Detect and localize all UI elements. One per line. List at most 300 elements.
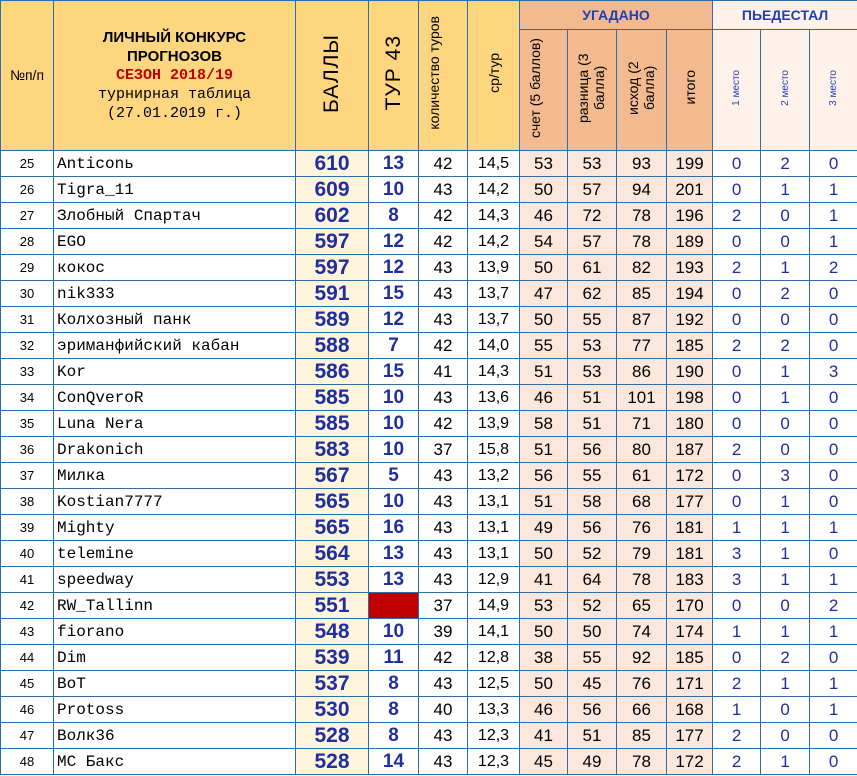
table-row xyxy=(1,749,857,775)
place1-cell: 2 xyxy=(713,333,761,359)
tours-count-cell: 39 xyxy=(419,619,468,645)
place3-cell: 0 xyxy=(810,489,857,515)
place1-cell: 0 xyxy=(713,151,761,177)
table-row xyxy=(1,489,857,515)
table-row xyxy=(1,255,857,281)
player-name: MC Бакс xyxy=(54,749,296,775)
tour-cell: 15 xyxy=(369,359,419,385)
total-cell: 172 xyxy=(667,463,713,489)
avg-cell: 12,3 xyxy=(468,723,520,749)
tour-cell: 10 xyxy=(369,619,419,645)
place1-cell: 0 xyxy=(713,593,761,619)
outcome-cell: 77 xyxy=(617,333,667,359)
total-cell: 181 xyxy=(667,515,713,541)
col-place3-header: 3 место xyxy=(810,30,857,151)
total-cell: 180 xyxy=(667,411,713,437)
outcome-cell: 65 xyxy=(617,593,667,619)
table-row xyxy=(1,593,857,619)
points-cell: 610 xyxy=(296,151,369,177)
place1-cell: 0 xyxy=(713,385,761,411)
place1-cell: 0 xyxy=(713,229,761,255)
total-cell: 201 xyxy=(667,177,713,203)
player-name: кокос xyxy=(54,255,296,281)
place3-cell: 1 xyxy=(810,229,857,255)
place2-cell: 1 xyxy=(761,749,810,775)
outcome-cell: 93 xyxy=(617,151,667,177)
table-row xyxy=(1,515,857,541)
table-row xyxy=(1,177,857,203)
tours-count-cell: 37 xyxy=(419,437,468,463)
points-cell: 591 xyxy=(296,281,369,307)
podium-group-header: ПЬЕДЕСТАЛ xyxy=(713,1,857,30)
place1-cell: 2 xyxy=(713,749,761,775)
table-row xyxy=(1,437,857,463)
tour-cell: 8 xyxy=(369,723,419,749)
outcome-cell: 78 xyxy=(617,203,667,229)
tour-cell: 10 xyxy=(369,177,419,203)
place1-cell: 2 xyxy=(713,671,761,697)
col-place1-header: 1 место xyxy=(713,30,761,151)
avg-cell: 13,1 xyxy=(468,541,520,567)
tour-cell: 8 xyxy=(369,203,419,229)
place1-cell: 0 xyxy=(713,489,761,515)
player-name: Drakonich xyxy=(54,437,296,463)
outcome-cell: 74 xyxy=(617,619,667,645)
outcome-cell: 78 xyxy=(617,567,667,593)
score-cell: 53 xyxy=(520,151,568,177)
tour-cell: 13 xyxy=(369,541,419,567)
place1-cell: 0 xyxy=(713,281,761,307)
score-cell: 47 xyxy=(520,281,568,307)
score-cell: 50 xyxy=(520,619,568,645)
diff-cell: 62 xyxy=(568,281,617,307)
total-cell: 187 xyxy=(667,437,713,463)
tours-count-cell: 37 xyxy=(419,593,468,619)
avg-cell: 13,6 xyxy=(468,385,520,411)
place1-cell: 0 xyxy=(713,359,761,385)
table-date: (27.01.2019 г.) xyxy=(106,105,243,122)
place3-cell: 1 xyxy=(810,177,857,203)
player-name: EGO xyxy=(54,229,296,255)
place1-cell: 2 xyxy=(713,255,761,281)
tours-count-cell: 43 xyxy=(419,567,468,593)
title-line1: ЛИЧНЫЙ КОНКУРС xyxy=(102,29,247,46)
avg-cell: 14,0 xyxy=(468,333,520,359)
points-cell: 551 xyxy=(296,593,369,619)
total-cell: 185 xyxy=(667,333,713,359)
row-number: 47 xyxy=(1,723,54,749)
row-number: 33 xyxy=(1,359,54,385)
tour-cell: 11 xyxy=(369,645,419,671)
table-row xyxy=(1,281,857,307)
diff-cell: 53 xyxy=(568,359,617,385)
points-cell: 553 xyxy=(296,567,369,593)
table-row xyxy=(1,463,857,489)
tours-count-cell: 43 xyxy=(419,463,468,489)
table-row xyxy=(1,645,857,671)
player-name: telemine xyxy=(54,541,296,567)
place3-cell: 0 xyxy=(810,307,857,333)
points-cell: 528 xyxy=(296,723,369,749)
outcome-cell: 79 xyxy=(617,541,667,567)
place2-cell: 1 xyxy=(761,515,810,541)
row-number: 27 xyxy=(1,203,54,229)
place1-cell: 1 xyxy=(713,515,761,541)
points-cell: 585 xyxy=(296,385,369,411)
diff-cell: 49 xyxy=(568,749,617,775)
avg-cell: 14,3 xyxy=(468,203,520,229)
avg-cell: 14,5 xyxy=(468,151,520,177)
avg-cell: 12,8 xyxy=(468,645,520,671)
table-row xyxy=(1,723,857,749)
avg-cell: 13,7 xyxy=(468,281,520,307)
tours-count-cell: 43 xyxy=(419,489,468,515)
avg-cell: 14,2 xyxy=(468,229,520,255)
place1-cell: 0 xyxy=(713,177,761,203)
tours-count-cell: 43 xyxy=(419,307,468,333)
place3-cell: 0 xyxy=(810,333,857,359)
guessed-group-header: УГАДАНО xyxy=(520,1,713,30)
place2-cell: 1 xyxy=(761,255,810,281)
total-cell: 192 xyxy=(667,307,713,333)
player-name: Protoss xyxy=(54,697,296,723)
points-cell: 530 xyxy=(296,697,369,723)
points-cell: 567 xyxy=(296,463,369,489)
points-cell: 565 xyxy=(296,489,369,515)
diff-cell: 56 xyxy=(568,697,617,723)
diff-cell: 52 xyxy=(568,593,617,619)
place1-cell: 3 xyxy=(713,567,761,593)
place1-cell: 1 xyxy=(713,697,761,723)
points-cell: 537 xyxy=(296,671,369,697)
table-row xyxy=(1,567,857,593)
diff-cell: 52 xyxy=(568,541,617,567)
outcome-cell: 76 xyxy=(617,515,667,541)
tour-cell: 5 xyxy=(369,463,419,489)
table-row xyxy=(1,619,857,645)
outcome-cell: 92 xyxy=(617,645,667,671)
place1-cell: 1 xyxy=(713,619,761,645)
player-name: ConQveroR xyxy=(54,385,296,411)
score-cell: 50 xyxy=(520,671,568,697)
total-cell: 189 xyxy=(667,229,713,255)
place1-cell: 0 xyxy=(713,411,761,437)
row-number: 31 xyxy=(1,307,54,333)
diff-cell: 51 xyxy=(568,723,617,749)
place2-cell: 0 xyxy=(761,697,810,723)
place2-cell: 0 xyxy=(761,203,810,229)
tour-cell: 10 xyxy=(369,411,419,437)
table-row xyxy=(1,541,857,567)
points-cell: 564 xyxy=(296,541,369,567)
table-title xyxy=(54,1,296,151)
score-cell: 41 xyxy=(520,567,568,593)
outcome-cell: 61 xyxy=(617,463,667,489)
row-number: 36 xyxy=(1,437,54,463)
row-number: 34 xyxy=(1,385,54,411)
points-cell: 586 xyxy=(296,359,369,385)
place3-cell: 0 xyxy=(810,385,857,411)
place3-cell: 0 xyxy=(810,437,857,463)
total-cell: 171 xyxy=(667,671,713,697)
tours-count-cell: 43 xyxy=(419,671,468,697)
row-number: 26 xyxy=(1,177,54,203)
score-cell: 41 xyxy=(520,723,568,749)
tour-cell: 13 xyxy=(369,151,419,177)
tour-cell: 10 xyxy=(369,437,419,463)
score-cell: 49 xyxy=(520,515,568,541)
score-cell: 54 xyxy=(520,229,568,255)
avg-cell: 12,9 xyxy=(468,567,520,593)
tours-count-cell: 43 xyxy=(419,749,468,775)
points-cell: 548 xyxy=(296,619,369,645)
tours-count-cell: 43 xyxy=(419,385,468,411)
outcome-cell: 94 xyxy=(617,177,667,203)
points-cell: 539 xyxy=(296,645,369,671)
tours-count-cell: 42 xyxy=(419,151,468,177)
table-label: турнирная таблица xyxy=(97,86,252,103)
tour-cell xyxy=(369,593,419,619)
player-name: эриманфийский кабан xyxy=(54,333,296,359)
tour-cell: 8 xyxy=(369,697,419,723)
player-name: Kor xyxy=(54,359,296,385)
row-number: 40 xyxy=(1,541,54,567)
score-cell: 46 xyxy=(520,697,568,723)
player-name: speedway xyxy=(54,567,296,593)
outcome-cell: 68 xyxy=(617,489,667,515)
row-number: 29 xyxy=(1,255,54,281)
diff-cell: 55 xyxy=(568,463,617,489)
avg-cell: 14,9 xyxy=(468,593,520,619)
points-cell: 597 xyxy=(296,229,369,255)
row-number: 28 xyxy=(1,229,54,255)
total-cell: 170 xyxy=(667,593,713,619)
row-number: 45 xyxy=(1,671,54,697)
row-number: 44 xyxy=(1,645,54,671)
place2-cell: 1 xyxy=(761,385,810,411)
player-name: Tigra_11 xyxy=(54,177,296,203)
place3-cell: 1 xyxy=(810,515,857,541)
place1-cell: 0 xyxy=(713,307,761,333)
points-cell: 597 xyxy=(296,255,369,281)
player-name: Милка xyxy=(54,463,296,489)
points-cell: 589 xyxy=(296,307,369,333)
place2-cell: 1 xyxy=(761,359,810,385)
place3-cell: 3 xyxy=(810,359,857,385)
place1-cell: 0 xyxy=(713,645,761,671)
tours-count-cell: 42 xyxy=(419,203,468,229)
outcome-cell: 78 xyxy=(617,229,667,255)
avg-cell: 12,3 xyxy=(468,749,520,775)
place1-cell: 3 xyxy=(713,541,761,567)
tours-count-cell: 43 xyxy=(419,281,468,307)
diff-cell: 56 xyxy=(568,515,617,541)
row-number: 32 xyxy=(1,333,54,359)
player-name: Mighty xyxy=(54,515,296,541)
place2-cell: 1 xyxy=(761,671,810,697)
score-cell: 53 xyxy=(520,593,568,619)
table-row xyxy=(1,671,857,697)
col-score-header: счет (5 баллов) xyxy=(520,30,568,151)
place3-cell: 0 xyxy=(810,281,857,307)
points-cell: 588 xyxy=(296,333,369,359)
player-name: Anticonь xyxy=(54,151,296,177)
total-cell: 196 xyxy=(667,203,713,229)
total-cell: 168 xyxy=(667,697,713,723)
tour-cell: 14 xyxy=(369,749,419,775)
total-cell: 190 xyxy=(667,359,713,385)
tours-count-cell: 43 xyxy=(419,723,468,749)
row-number: 37 xyxy=(1,463,54,489)
table-row xyxy=(1,333,857,359)
place2-cell: 0 xyxy=(761,593,810,619)
points-cell: 583 xyxy=(296,437,369,463)
col-avg-header: ср/тур xyxy=(468,1,520,151)
place3-cell: 1 xyxy=(810,671,857,697)
score-cell: 51 xyxy=(520,489,568,515)
place3-cell: 0 xyxy=(810,463,857,489)
place1-cell: 0 xyxy=(713,463,761,489)
tour-cell: 12 xyxy=(369,255,419,281)
row-number: 41 xyxy=(1,567,54,593)
place2-cell: 2 xyxy=(761,645,810,671)
table-row xyxy=(1,203,857,229)
avg-cell: 13,9 xyxy=(468,411,520,437)
score-cell: 50 xyxy=(520,541,568,567)
place2-cell: 0 xyxy=(761,723,810,749)
place2-cell: 0 xyxy=(761,437,810,463)
place1-cell: 2 xyxy=(713,723,761,749)
outcome-cell: 76 xyxy=(617,671,667,697)
row-number: 46 xyxy=(1,697,54,723)
total-cell: 177 xyxy=(667,489,713,515)
table-row xyxy=(1,307,857,333)
outcome-cell: 87 xyxy=(617,307,667,333)
outcome-cell: 71 xyxy=(617,411,667,437)
score-cell: 55 xyxy=(520,333,568,359)
player-name: nik333 xyxy=(54,281,296,307)
player-name: RW_Tallinn xyxy=(54,593,296,619)
row-number: 35 xyxy=(1,411,54,437)
avg-cell: 12,5 xyxy=(468,671,520,697)
row-number: 43 xyxy=(1,619,54,645)
table-row xyxy=(1,697,857,723)
tour-cell: 8 xyxy=(369,671,419,697)
place3-cell: 2 xyxy=(810,593,857,619)
col-points-header: БАЛЛЫ xyxy=(296,1,369,151)
place2-cell: 2 xyxy=(761,333,810,359)
total-cell: 177 xyxy=(667,723,713,749)
season-label: СЕЗОН 2018/19 xyxy=(115,67,234,84)
player-name: Luna Nera xyxy=(54,411,296,437)
score-cell: 56 xyxy=(520,463,568,489)
avg-cell: 13,1 xyxy=(468,489,520,515)
outcome-cell: 85 xyxy=(617,281,667,307)
place1-cell: 2 xyxy=(713,203,761,229)
score-cell: 51 xyxy=(520,437,568,463)
diff-cell: 64 xyxy=(568,567,617,593)
avg-cell: 14,2 xyxy=(468,177,520,203)
tour-cell: 7 xyxy=(369,333,419,359)
avg-cell: 13,3 xyxy=(468,697,520,723)
tour-cell: 16 xyxy=(369,515,419,541)
place2-cell: 1 xyxy=(761,489,810,515)
total-cell: 199 xyxy=(667,151,713,177)
tour-cell: 13 xyxy=(369,567,419,593)
player-name: BoT xyxy=(54,671,296,697)
avg-cell: 14,1 xyxy=(468,619,520,645)
diff-cell: 57 xyxy=(568,229,617,255)
player-name: Злобный Спартач xyxy=(54,203,296,229)
player-name: Kostian7777 xyxy=(54,489,296,515)
outcome-cell: 66 xyxy=(617,697,667,723)
diff-cell: 58 xyxy=(568,489,617,515)
place3-cell: 1 xyxy=(810,203,857,229)
diff-cell: 53 xyxy=(568,333,617,359)
place2-cell: 3 xyxy=(761,463,810,489)
total-cell: 172 xyxy=(667,749,713,775)
tours-count-cell: 41 xyxy=(419,359,468,385)
outcome-cell: 86 xyxy=(617,359,667,385)
score-cell: 50 xyxy=(520,177,568,203)
standings-body xyxy=(1,151,857,775)
tours-count-cell: 42 xyxy=(419,645,468,671)
col-total-header: итого xyxy=(667,30,713,151)
tour-cell: 12 xyxy=(369,229,419,255)
score-cell: 51 xyxy=(520,359,568,385)
place3-cell: 0 xyxy=(810,645,857,671)
avg-cell: 14,3 xyxy=(468,359,520,385)
tours-count-cell: 40 xyxy=(419,697,468,723)
row-number: 39 xyxy=(1,515,54,541)
score-cell: 58 xyxy=(520,411,568,437)
tours-count-cell: 42 xyxy=(419,229,468,255)
tours-count-cell: 42 xyxy=(419,411,468,437)
outcome-cell: 101 xyxy=(617,385,667,411)
place2-cell: 0 xyxy=(761,307,810,333)
total-cell: 193 xyxy=(667,255,713,281)
points-cell: 585 xyxy=(296,411,369,437)
diff-cell: 51 xyxy=(568,385,617,411)
place2-cell: 1 xyxy=(761,177,810,203)
diff-cell: 57 xyxy=(568,177,617,203)
place2-cell: 0 xyxy=(761,411,810,437)
diff-cell: 50 xyxy=(568,619,617,645)
player-name: Волк36 xyxy=(54,723,296,749)
table-row xyxy=(1,385,857,411)
points-cell: 609 xyxy=(296,177,369,203)
diff-cell: 55 xyxy=(568,307,617,333)
outcome-cell: 78 xyxy=(617,749,667,775)
place3-cell: 1 xyxy=(810,619,857,645)
place2-cell: 2 xyxy=(761,281,810,307)
diff-cell: 56 xyxy=(568,437,617,463)
place3-cell: 0 xyxy=(810,151,857,177)
avg-cell: 15,8 xyxy=(468,437,520,463)
tour-cell: 12 xyxy=(369,307,419,333)
tour-cell: 15 xyxy=(369,281,419,307)
avg-cell: 13,1 xyxy=(468,515,520,541)
diff-cell: 72 xyxy=(568,203,617,229)
place3-cell: 2 xyxy=(810,255,857,281)
row-number: 42 xyxy=(1,593,54,619)
place3-cell: 0 xyxy=(810,723,857,749)
row-number: 48 xyxy=(1,749,54,775)
row-number: 25 xyxy=(1,151,54,177)
place3-cell: 1 xyxy=(810,697,857,723)
table-row xyxy=(1,229,857,255)
avg-cell: 13,2 xyxy=(468,463,520,489)
